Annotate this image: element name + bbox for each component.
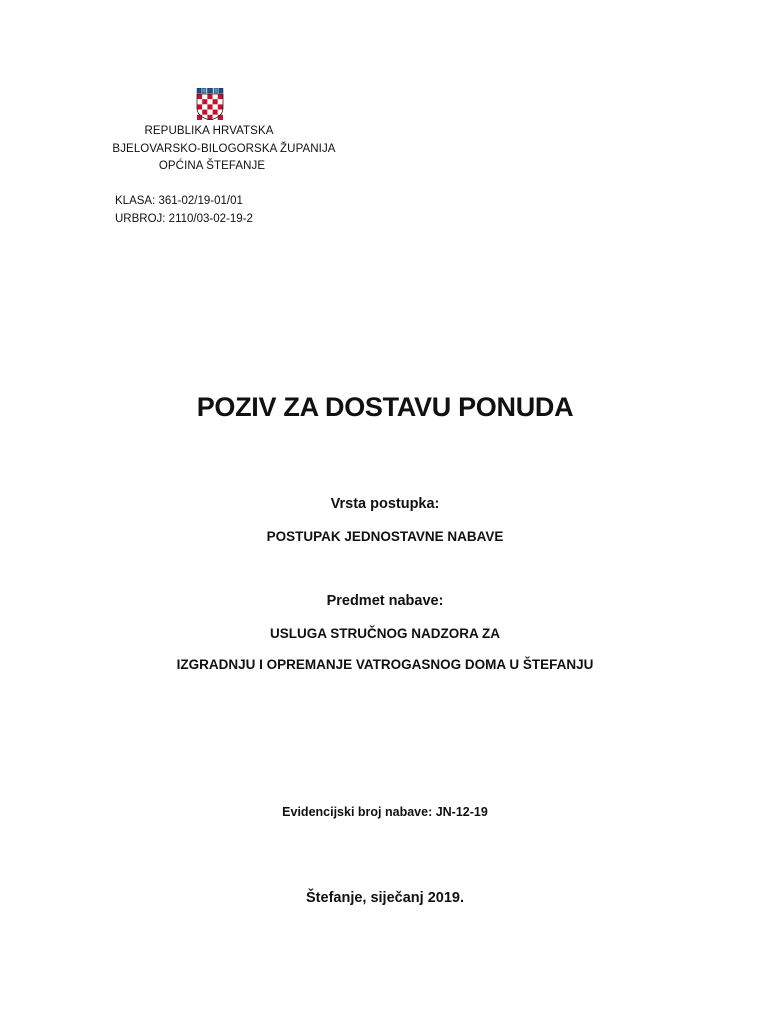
checker-square — [207, 104, 212, 109]
subject-label: Predmet nabave: — [326, 593, 444, 609]
checker-square — [218, 94, 223, 99]
checker-square — [213, 110, 218, 115]
checker-square — [197, 104, 202, 109]
checker-square — [202, 104, 207, 109]
checker-square — [197, 99, 202, 104]
checker-square — [213, 94, 218, 99]
checker-square — [207, 94, 212, 99]
checker-square — [202, 94, 207, 99]
checker-square — [213, 104, 218, 109]
crown-segments — [197, 88, 223, 93]
checker-square — [207, 99, 212, 104]
checker-square — [197, 94, 202, 99]
document-title: POZIV ZA DOSTAVU PONUDA — [196, 392, 574, 422]
croatian-coat-of-arms-icon — [196, 88, 224, 120]
checker-square — [213, 99, 218, 104]
procedure-label: Vrsta postupka: — [330, 496, 440, 512]
reference-klasa: KLASA: 361-02/19-01/01 — [115, 195, 243, 207]
checker-square — [202, 110, 207, 115]
evidence-number: Evidencijski broj nabave: JN-12-19 — [282, 805, 488, 819]
checker-square — [218, 104, 223, 109]
checker-square — [202, 99, 207, 104]
reference-urbroj: URBROJ: 2110/03-02-19-2 — [115, 213, 253, 225]
header-municipality: OPĆINA ŠTEFANJE — [158, 160, 266, 172]
checker-square — [218, 99, 223, 104]
procedure-value: POSTUPAK JEDNOSTAVNE NABAVE — [266, 529, 504, 544]
subject-line-2: IZGRADNJU I OPREMANJE VATROGASNOG DOMA U ŠTEFANJU — [176, 657, 594, 672]
subject-line-1: USLUGA STRUČNOG NADZORA ZA — [270, 626, 500, 641]
checker-square — [197, 115, 202, 120]
place-date: Štefanje, siječanj 2019. — [306, 890, 464, 906]
checker-square — [207, 110, 212, 115]
header-county: BJELOVARSKO-BILOGORSKA ŽUPANIJA — [112, 143, 336, 155]
header-republic: REPUBLIKA HRVATSKA — [144, 125, 274, 137]
checker-square — [218, 115, 223, 120]
